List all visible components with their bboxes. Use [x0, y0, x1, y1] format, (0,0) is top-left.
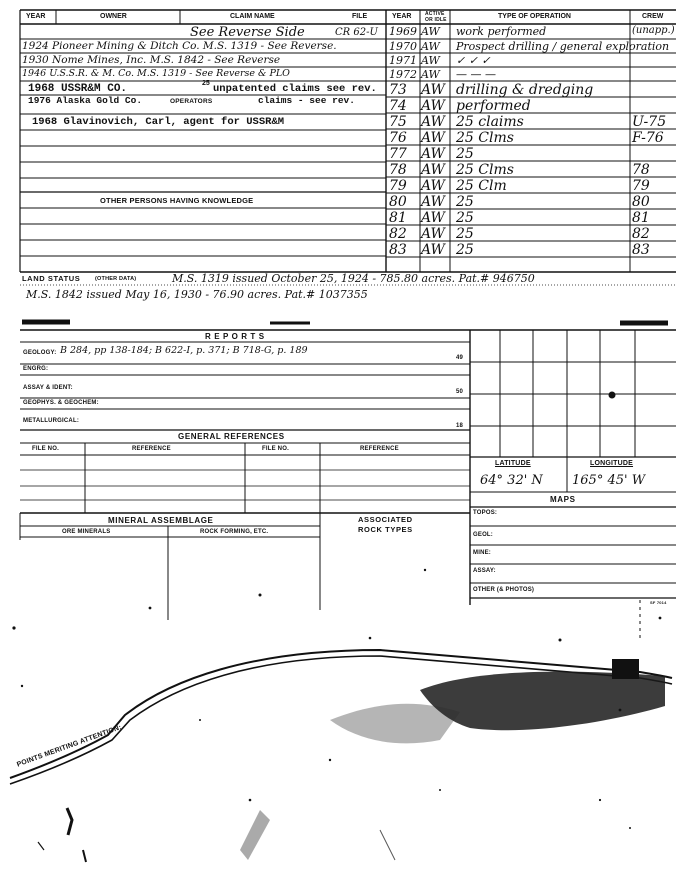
- operation-type: work performed: [456, 25, 547, 38]
- header-active: ACTIVE: [425, 11, 445, 17]
- operation-crew: F-76: [632, 130, 664, 146]
- associated-label: ASSOCIATED: [358, 515, 413, 524]
- header-owner: OWNER: [100, 13, 127, 20]
- operation-type: drilling & dredging: [456, 82, 594, 98]
- operation-type: 25 Clms: [456, 162, 514, 178]
- rock-types-label: ROCK TYPES: [358, 525, 413, 534]
- longitude-value: 165° 45' W: [572, 473, 646, 488]
- operation-year: 75: [389, 114, 407, 130]
- maps-assay: ASSAY:: [473, 568, 496, 574]
- operation-year: 79: [389, 178, 407, 194]
- form-number: SF 7014: [650, 600, 667, 605]
- gen-ref-reference: REFERENCE: [132, 446, 171, 452]
- operators-label: OPERATORS: [170, 98, 213, 105]
- header-year: YEAR: [26, 13, 46, 20]
- operation-type: 25: [456, 146, 474, 162]
- owner-row-1930: 1930 Nome Mines, Inc. M.S. 1842 - See Reverse: [22, 54, 281, 66]
- geology-value: B 284, pp 138-184; B 622-I, p. 371; B 718-G, p. 189: [60, 345, 308, 356]
- operation-crew: 83: [632, 242, 650, 258]
- operation-year: 83: [389, 242, 407, 258]
- operation-year: 1971: [389, 54, 417, 67]
- report-count-18: 18: [456, 423, 464, 429]
- operation-crew: 79: [632, 178, 650, 194]
- operation-type: Prospect drilling / general exploration: [456, 40, 670, 53]
- owner-row-1976-claims: claims - see rev.: [258, 95, 355, 106]
- maps-mine: MINE:: [473, 550, 491, 556]
- operation-year: 82: [389, 226, 407, 242]
- operation-status: AW: [421, 162, 445, 178]
- header-or-idle: OR IDLE: [425, 17, 447, 23]
- rock-forming-label: ROCK FORMING, ETC.: [200, 529, 269, 535]
- operation-year: 80: [389, 194, 407, 210]
- operation-year: 1969: [389, 25, 417, 38]
- ore-minerals-label: ORE MINERALS: [62, 529, 111, 535]
- operation-type: 25 Clms: [456, 130, 514, 146]
- operation-crew: U-75: [632, 114, 667, 130]
- report-count-50: 50: [456, 389, 464, 395]
- maps-geol: GEOL:: [473, 532, 493, 538]
- operation-status: AW: [421, 194, 445, 210]
- operation-crew: 78: [632, 162, 650, 178]
- gen-ref-file-no-2: FILE NO.: [262, 446, 289, 452]
- operation-status: AW: [421, 82, 445, 98]
- header-file: FILE: [352, 13, 368, 20]
- operation-status: AW: [421, 130, 445, 146]
- owner-row-1946: 1946 U.S.S.R. & M. Co. M.S. 1319 - See Reverse & PLO: [22, 68, 290, 79]
- assay-ident-label: ASSAY & IDENT:: [23, 385, 73, 391]
- gen-ref-file-no: FILE NO.: [32, 446, 59, 452]
- operation-year: 73: [389, 82, 407, 98]
- header-claim-name: CLAIM NAME: [230, 13, 275, 20]
- general-references-title: GENERAL REFERENCES: [178, 432, 285, 441]
- operation-year: 1972: [389, 68, 417, 81]
- geology-label: GEOLOGY:: [23, 350, 57, 356]
- latitude-value: 64° 32' N: [480, 473, 543, 488]
- operation-status: AW: [421, 40, 440, 53]
- operation-year: 77: [389, 146, 407, 162]
- latitude-label: LATITUDE: [495, 460, 531, 467]
- claim-file-number: CR 62-U: [335, 27, 378, 38]
- operation-type: 25: [456, 226, 474, 242]
- operation-status: AW: [421, 25, 440, 38]
- operation-type: 25 claims: [456, 114, 524, 130]
- operation-type: 25: [456, 210, 474, 226]
- operation-year: 76: [389, 130, 407, 146]
- maps-topos: TOPOS:: [473, 510, 498, 516]
- operation-type: ✓ ✓ ✓: [456, 54, 491, 67]
- operation-type: — — —: [456, 68, 496, 81]
- operation-status: AW: [421, 54, 440, 67]
- claim-see-reverse: See Reverse Side: [190, 25, 305, 40]
- longitude-label: LONGITUDE: [590, 460, 634, 467]
- operation-status: AW: [421, 114, 445, 130]
- maps-title: MAPS: [550, 495, 576, 504]
- operation-type: 25: [456, 194, 474, 210]
- header-crew: CREW: [642, 13, 664, 20]
- reports-title: R E P O R T S: [205, 332, 265, 341]
- header-type-of-operation: TYPE OF OPERATION: [498, 13, 571, 20]
- operation-type: performed: [456, 98, 531, 114]
- other-persons-label: OTHER PERSONS HAVING KNOWLEDGE: [100, 196, 254, 205]
- operation-year: 1970: [389, 40, 417, 53]
- operation-status: AW: [421, 146, 445, 162]
- operation-type: 25: [456, 242, 474, 258]
- land-status-label: LAND STATUS: [22, 274, 81, 283]
- gen-ref-reference-2: REFERENCE: [360, 446, 399, 452]
- points-meriting-attention: POINTS MERITING ATTENTION:: [16, 724, 123, 769]
- operation-year: 74: [389, 98, 407, 114]
- geophys-geochem-label: GEOPHYS. & GEOCHEM:: [23, 400, 99, 406]
- maps-other-photos: OTHER (& PHOTOS): [473, 587, 535, 593]
- owner-row-1968-ussrm: 1968 USSR&M CO.: [28, 83, 128, 95]
- mineral-assemblage-title: MINERAL ASSEMBLAGE: [108, 516, 214, 525]
- owner-row-1976-alaska-gold: 1976 Alaska Gold Co.: [28, 95, 143, 106]
- operation-year: 81: [389, 210, 407, 226]
- operation-crew: 81: [632, 210, 650, 226]
- operation-crew: 82: [632, 226, 650, 242]
- operation-crew: 80: [632, 194, 650, 210]
- land-status-sub: (OTHER DATA): [95, 276, 137, 282]
- land-status-line-2: M.S. 1842 issued May 16, 1930 - 76.90 acres. Pat.# 1037355: [26, 288, 368, 301]
- operator-row-1968-glavinovich: 1968 Glavinovich, Carl, agent for USSR&M: [32, 116, 285, 128]
- header-year-ops: YEAR: [392, 13, 412, 20]
- operation-status: AW: [421, 210, 445, 226]
- metallurgical-label: METALLURGICAL:: [23, 418, 80, 424]
- operation-crew: (unapp.): [632, 25, 675, 36]
- operation-status: AW: [421, 68, 440, 81]
- operation-status: AW: [421, 98, 445, 114]
- operation-year: 78: [389, 162, 407, 178]
- operation-type: 25 Clm: [456, 178, 507, 194]
- report-count-49: 49: [456, 355, 464, 361]
- owner-row-1968-count: 25: [202, 80, 210, 87]
- engrg-label: ENGRG:: [23, 366, 49, 372]
- operation-status: AW: [421, 242, 445, 258]
- operation-status: AW: [421, 178, 445, 194]
- land-status-line-1: M.S. 1319 issued October 25, 1924 - 785.80 acres. Pat.# 946750: [172, 272, 535, 285]
- owner-row-1968-claims: unpatented claims see rev.: [213, 83, 377, 95]
- operation-status: AW: [421, 226, 445, 242]
- owner-row-1924: 1924 Pioneer Mining & Ditch Co. M.S. 1319 - See Reverse.: [22, 40, 337, 52]
